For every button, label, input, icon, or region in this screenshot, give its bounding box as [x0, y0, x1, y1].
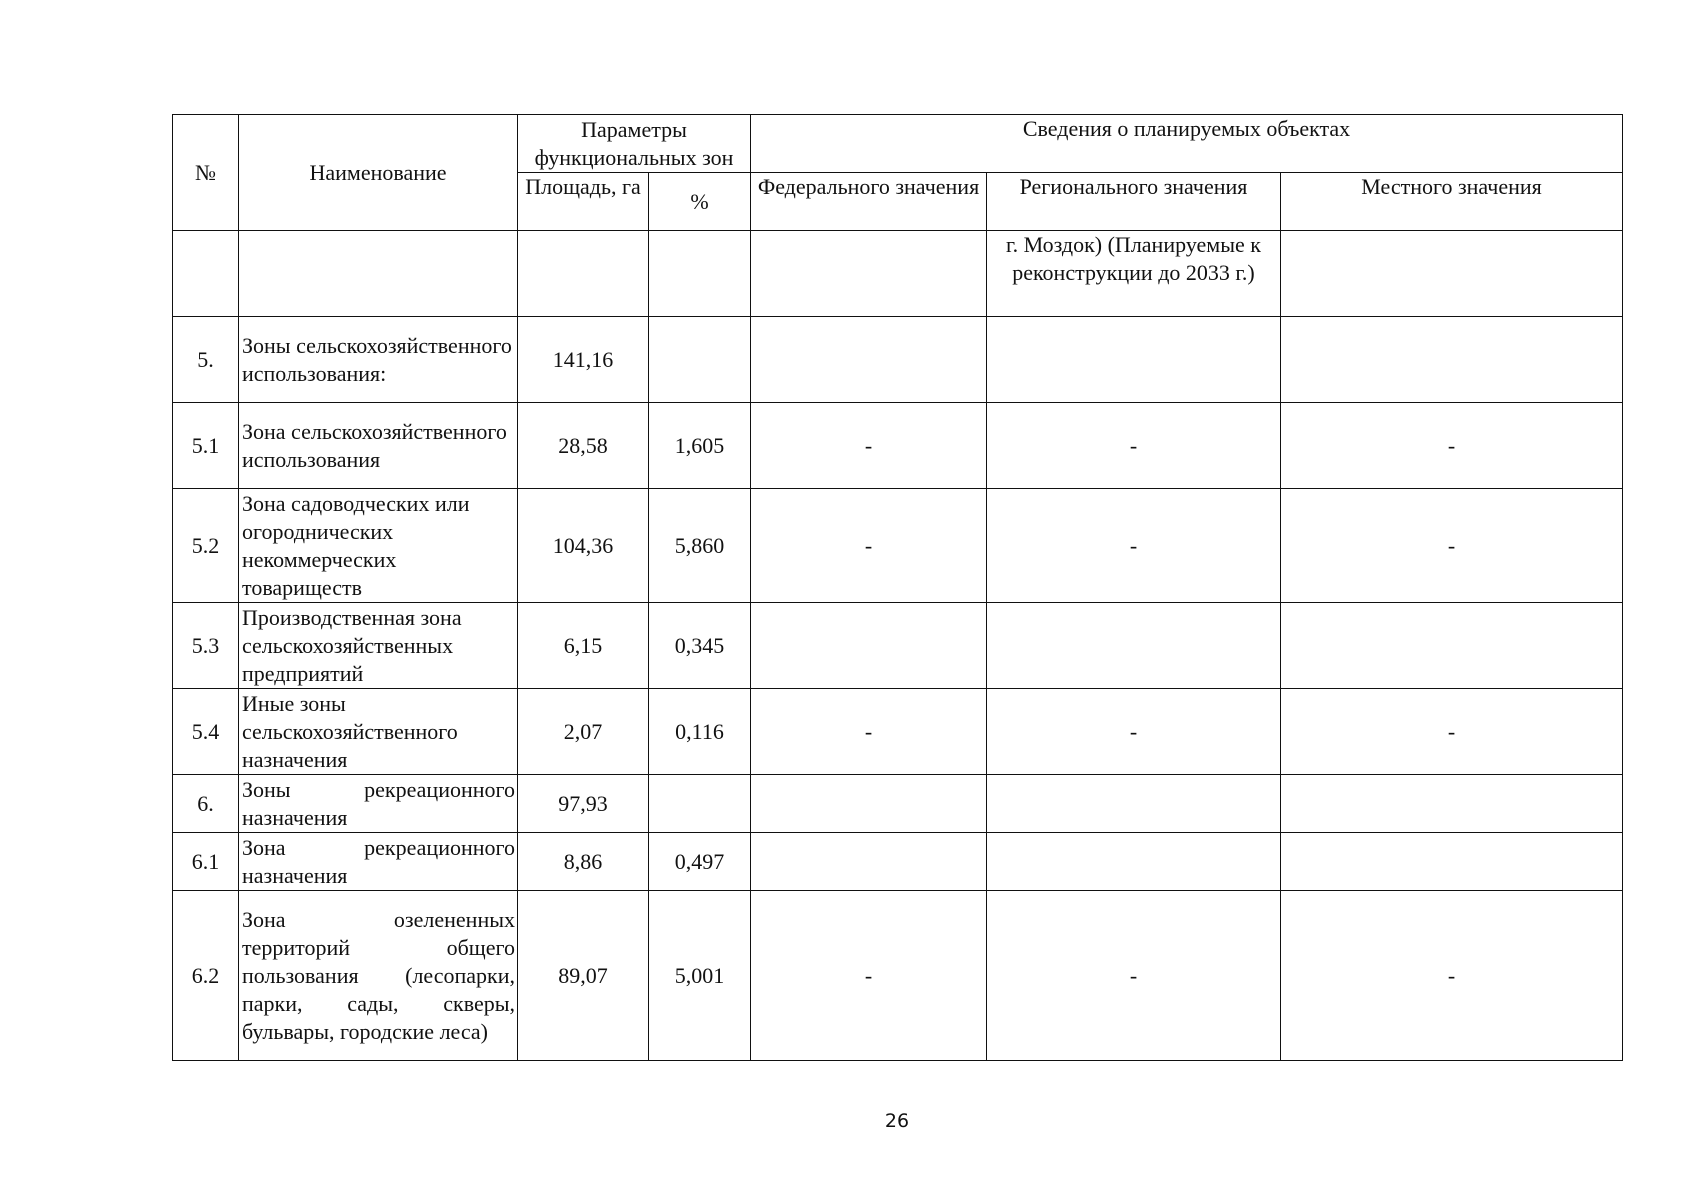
- row-area: 6,15: [518, 603, 649, 689]
- row-name: Зона садоводческих или огороднических некоммерческих товариществ: [239, 489, 518, 603]
- row-area: 28,58: [518, 403, 649, 489]
- row-num: 6.2: [173, 891, 239, 1061]
- header-name: Наименование: [239, 115, 518, 231]
- header-local: Местного значения: [1281, 173, 1623, 231]
- header-num: №: [173, 115, 239, 231]
- row-area: 97,93: [518, 775, 649, 833]
- row-percent: 0,345: [649, 603, 751, 689]
- row-area: 89,07: [518, 891, 649, 1061]
- row-num: 5.: [173, 317, 239, 403]
- carry-name-cell: [239, 231, 518, 317]
- row-name: Зона сельскохозяйственного использования: [239, 403, 518, 489]
- row-num: 5.4: [173, 689, 239, 775]
- row-federal: [751, 833, 987, 891]
- row-regional: -: [987, 891, 1281, 1061]
- carry-percent-cell: [649, 231, 751, 317]
- carry-federal-cell: [751, 231, 987, 317]
- row-name: Зона озелененных территорий общего пользования (лесопарки, парки, сады, скверы, бульвары, городские леса): [239, 891, 518, 1061]
- row-federal: -: [751, 403, 987, 489]
- header-params-group: Параметры функциональных зон: [518, 115, 751, 173]
- row-area: 141,16: [518, 317, 649, 403]
- row-name: Зона рекреационного назначения: [239, 833, 518, 891]
- row-local: -: [1281, 489, 1623, 603]
- table-row: [173, 403, 1623, 489]
- header-regional: Регионального значения: [987, 173, 1281, 231]
- row-percent: 5,001: [649, 891, 751, 1061]
- row-num: 6.: [173, 775, 239, 833]
- row-local: [1281, 603, 1623, 689]
- row-local: -: [1281, 403, 1623, 489]
- row-percent: 1,605: [649, 403, 751, 489]
- carry-over-row: [173, 231, 1623, 317]
- row-local: [1281, 833, 1623, 891]
- row-federal: -: [751, 489, 987, 603]
- row-name: Зоны сельскохозяйственного использования:: [239, 317, 518, 403]
- row-local: [1281, 775, 1623, 833]
- row-regional: [987, 833, 1281, 891]
- row-federal: [751, 317, 987, 403]
- functional-zones-table: [172, 114, 1623, 1061]
- row-area: 2,07: [518, 689, 649, 775]
- table-row: [173, 833, 1623, 891]
- row-federal: -: [751, 689, 987, 775]
- row-name: Производственная зона сельскохозяйственных предприятий: [239, 603, 518, 689]
- header-objects-group: Сведения о планируемых объектах: [751, 115, 1623, 173]
- row-regional: [987, 603, 1281, 689]
- row-regional: -: [987, 489, 1281, 603]
- row-name: Иные зоны сельскохозяйственного назначения: [239, 689, 518, 775]
- row-name: Зоны рекреационного назначения: [239, 775, 518, 833]
- row-regional: [987, 775, 1281, 833]
- row-federal: [751, 775, 987, 833]
- row-num: 5.1: [173, 403, 239, 489]
- row-percent: [649, 775, 751, 833]
- row-local: -: [1281, 689, 1623, 775]
- header-area: Площадь, га: [518, 173, 649, 231]
- row-percent: 0,116: [649, 689, 751, 775]
- row-federal: -: [751, 891, 987, 1061]
- table-row: [173, 489, 1623, 603]
- table-row: [173, 603, 1623, 689]
- table-row: [173, 317, 1623, 403]
- row-percent: [649, 317, 751, 403]
- row-area: 104,36: [518, 489, 649, 603]
- carry-regional-cell: г. Моздок) (Планируемые к реконструкции до 2033 г.): [987, 231, 1281, 317]
- header-row-1: [173, 115, 1623, 173]
- table-row: [173, 689, 1623, 775]
- table-row: [173, 891, 1623, 1061]
- carry-area-cell: [518, 231, 649, 317]
- row-regional: -: [987, 403, 1281, 489]
- page-number: 26: [884, 1110, 910, 1132]
- table-row: [173, 775, 1623, 833]
- row-local: [1281, 317, 1623, 403]
- row-area: 8,86: [518, 833, 649, 891]
- carry-num-cell: [173, 231, 239, 317]
- header-percent: %: [649, 173, 751, 231]
- row-local: -: [1281, 891, 1623, 1061]
- row-percent: 5,860: [649, 489, 751, 603]
- row-num: 5.2: [173, 489, 239, 603]
- row-num: 6.1: [173, 833, 239, 891]
- row-percent: 0,497: [649, 833, 751, 891]
- row-regional: -: [987, 689, 1281, 775]
- row-num: 5.3: [173, 603, 239, 689]
- carry-local-cell: [1281, 231, 1623, 317]
- row-regional: [987, 317, 1281, 403]
- row-federal: [751, 603, 987, 689]
- header-federal: Федерального значения: [751, 173, 987, 231]
